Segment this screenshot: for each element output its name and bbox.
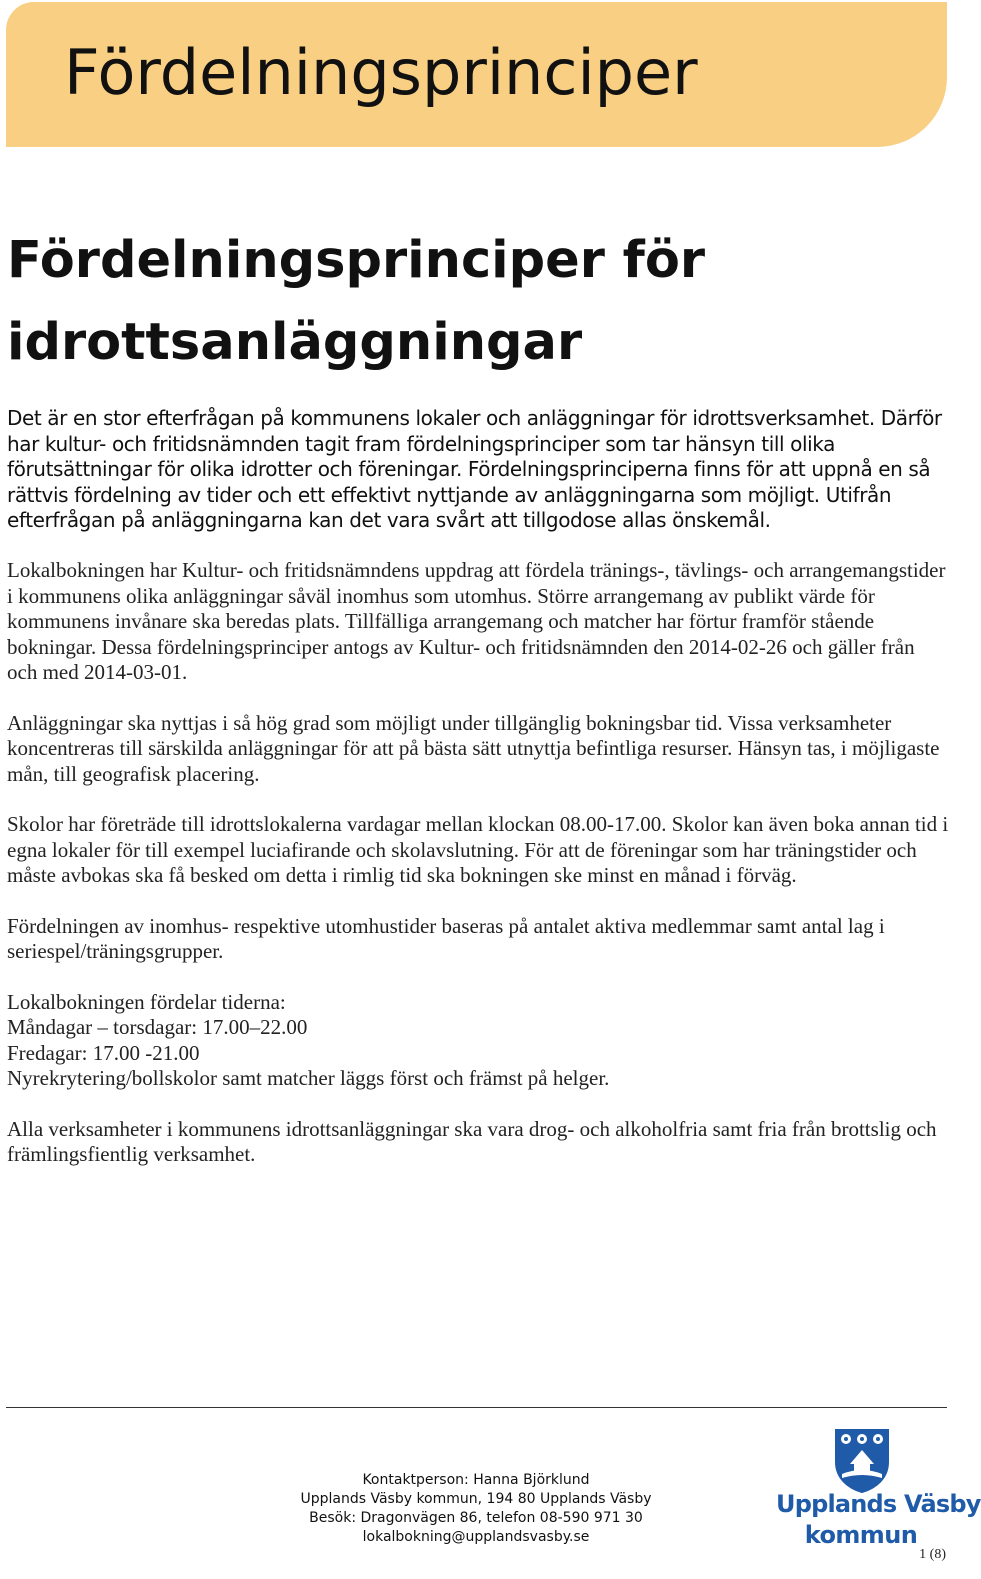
contact-address: Upplands Väsby kommun, 194 80 Upplands Väsby (300, 1491, 652, 1507)
footer-divider (6, 1407, 947, 1408)
paragraph-school-priority: Skolor har företräde till idrottslokalerna vardagar mellan klockan 08.00-17.00. Skolor kan även boka annan tid i egna lokaler för till exempel luciafirande och skolavslutning. För att de föreningar som har träningstider och måste avbokas ska få besked om detta i rimlig tid ska bokningen ske minst en månad i förväg. (7, 812, 949, 887)
contact-person: Kontaktperson: Hanna Björklund (362, 1472, 590, 1488)
paragraph-allocation-mandate: Lokalbokningen har Kultur- och fritidsnämndens uppdrag att fördela tränings-, tävlings- och arrangemangstider i kommunens olika anläggningar såväl inomhus som utomhus. Större arrangemang av publikt värde för kommunens invånare ska beredas plats. Tillfälliga arrangemang och matcher har förtur framför stående bokningar. Dessa fördelningsprinciper antogs av Kultur- och fritidsnämnden den 2014-02-26 och gäller från och med 2014-03-01. (7, 558, 946, 684)
schedule-intro: Lokalbokningen fördelar tiderna: (7, 989, 286, 1014)
schedule-weekdays: Måndagar – torsdagar: 17.00–22.00 (7, 1015, 308, 1039)
paragraph-closing: Alla verksamheter i kommunens idrottsanläggningar ska vara drog- och alkoholfria samt fria från brottslig och främlingsfientlig verksamhet. (7, 1116, 937, 1166)
schedule-block (7, 990, 949, 1092)
coat-of-arms-icon (836, 1430, 888, 1492)
schedule-weekend: Nyrekrytering/bollskolor samt matcher läggs först och främst på helger. (7, 1066, 610, 1090)
schedule-friday: Fredagar: 17.00 -21.00 (7, 1040, 200, 1065)
logo-subtitle: kommun (804, 1521, 918, 1549)
paragraph-allocation-basis: Fördelningen av inomhus- respektive utomhustider baseras på antalet aktiva medlemmar samt antal lag i seriespel/träningsgrupper. (7, 913, 885, 963)
paragraph-facility-usage: Anläggningar ska nyttjas i så hög grad som möjligt under tillgänglig bokningsbar tid. Vissa verksamheter koncentreras till särskilda anläggningar för att på bästa sätt utnyttja befintliga resurser. Hänsyn tas, i möjligaste mån, till geografisk placering. (7, 710, 940, 786)
title-banner (6, 2, 947, 147)
contact-email: lokalbokning@upplandsvasby.se (362, 1529, 590, 1545)
page-number: 1 (8) (919, 1547, 946, 1562)
banner-title: Fördelningsprinciper (64, 36, 698, 109)
contact-visit: Besök: Dragonvägen 86, telefon 08-590 971 30 (309, 1510, 643, 1526)
logo-wordmark: Upplands Väsby (776, 1490, 981, 1518)
document-heading: Fördelningsprinciper för idrottsanläggningar (7, 231, 706, 372)
contact-info (290, 1471, 662, 1547)
intro-paragraph: Det är en stor efterfrågan på kommunens lokaler och anläggningar för idrottsverksamhet. Därför har kultur- och fritidsnämnden tagit fram fördelningsprinciper som tar hänsyn till olika förutsättningar för olika idrotter och föreningar. Fördelningsprinciperna finns för att uppnå en så rättvis fördelning av tider och ett effektivt nyttjande av anläggningarna som möjligt. Utifrån efterfrågan på anläggningarna kan det vara svårt att tillgodose allas önskemål. (7, 406, 942, 533)
body-text (7, 558, 949, 1193)
